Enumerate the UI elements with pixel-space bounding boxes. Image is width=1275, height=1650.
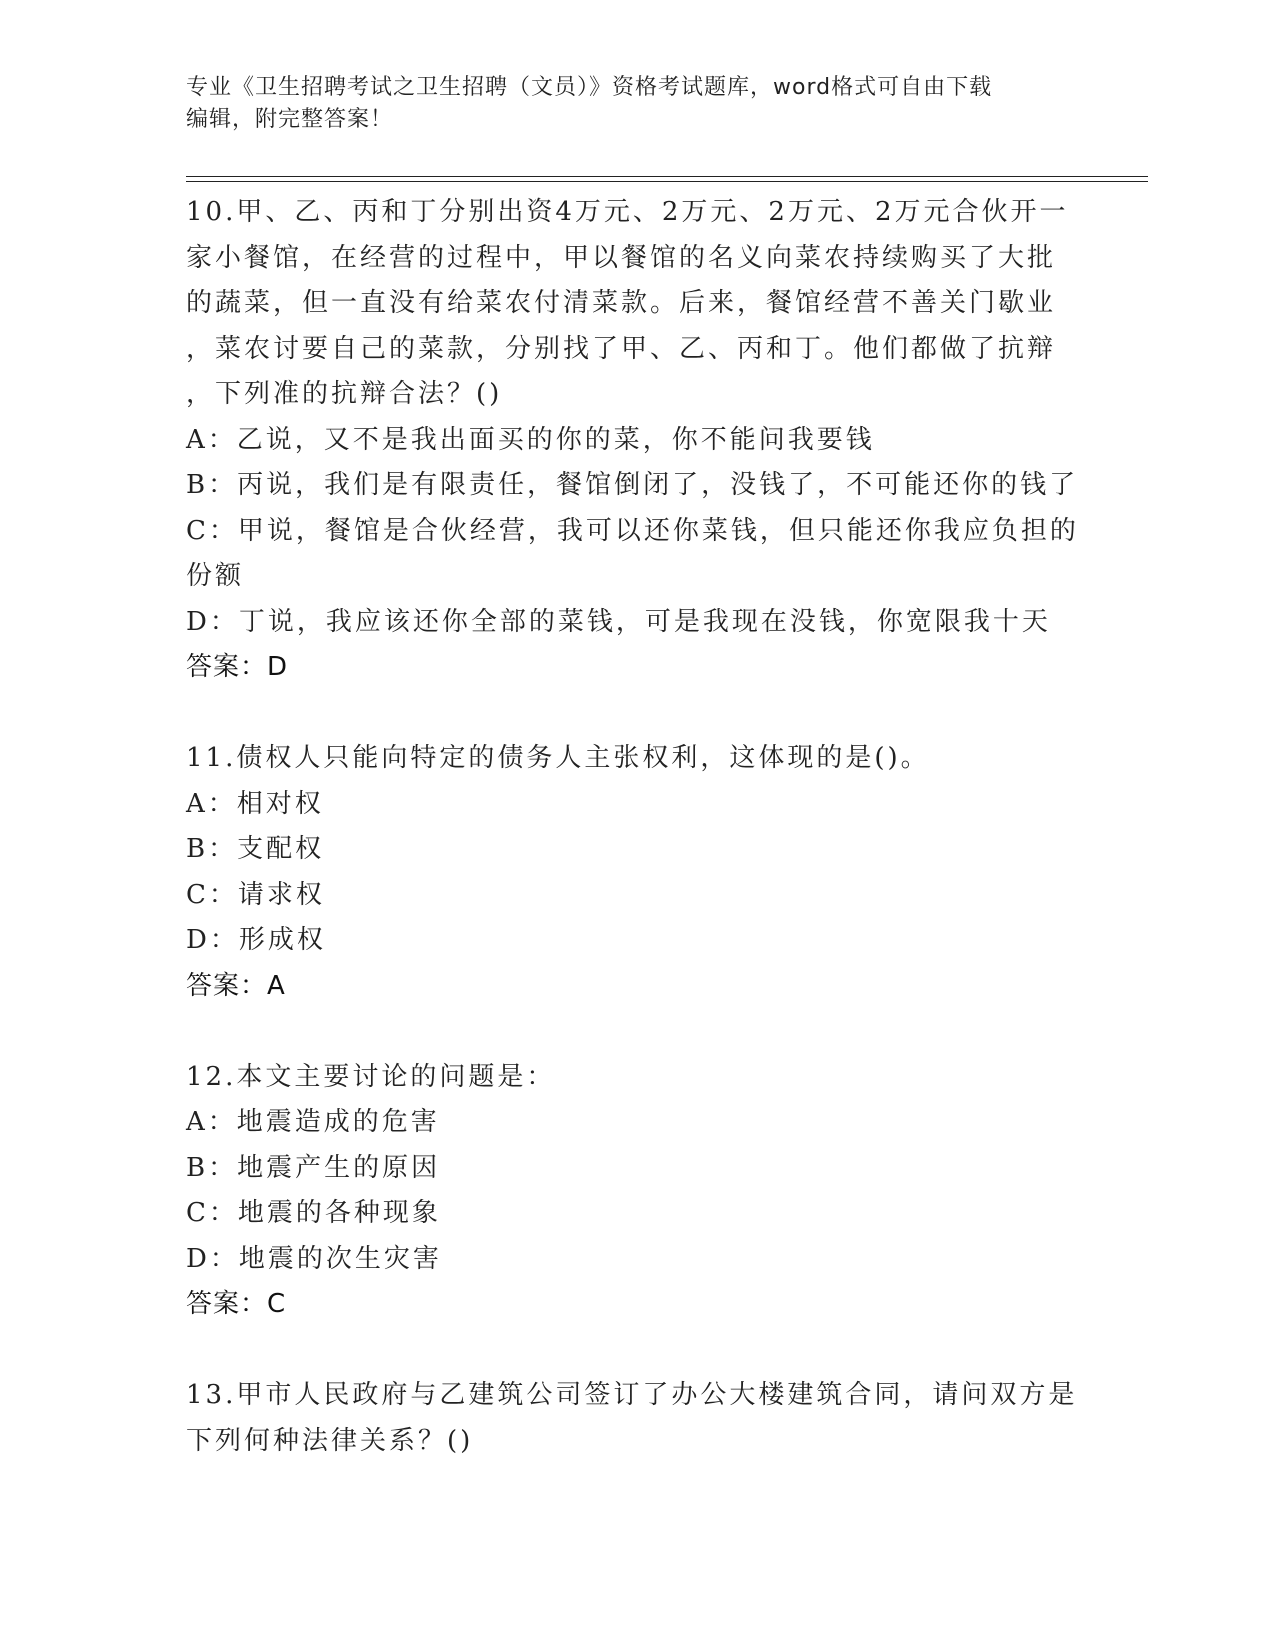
question-stem-line: 家小餐馆，在经营的过程中，甲以餐馆的名义向菜农持续购买了大批 [186, 242, 1057, 273]
option-b: B：丙说，我们是有限责任，餐馆倒闭了，没钱了，不可能还你的钱了 [186, 470, 1079, 500]
question-stem-line: 13.甲市人民政府与乙建筑公司签订了办公大楼建筑合同，请问双方是 [186, 1380, 1078, 1410]
question-stem-line: 12.本文主要讨论的问题是： [186, 1061, 556, 1092]
option-c: C：地震的各种现象 [186, 1198, 441, 1228]
header-line-1: 专业《卫生招聘考试之卫生招聘（文员）》资格考试题库，word格式可自由下载 [186, 75, 993, 100]
option-c: C：甲说，餐馆是合伙经营，我可以还你菜钱，但只能还你我应负担的 [186, 515, 1079, 546]
question-13 [186, 1373, 1076, 1464]
option-d: D：地震的次生灾害 [186, 1243, 442, 1274]
question-10 [186, 190, 1079, 691]
option-a: A：相对权 [186, 788, 324, 819]
option-c-continued: 份额 [186, 561, 245, 591]
question-stem-line: 11.债权人只能向特定的债务人主张权利，这体现的是()。 [186, 743, 930, 773]
question-stem-line: 10.甲、乙、丙和丁分别出资4万元、2万元、2万元、2万元合伙开一 [186, 197, 1069, 227]
question-stem-line: ，下列准的抗辩合法？() [186, 379, 503, 409]
option-d: D：形成权 [186, 925, 326, 955]
question-list [186, 190, 1079, 1510]
option-a: A：乙说，又不是我出面买的你的菜，你不能问我要钱 [186, 424, 875, 455]
question-stem-line: 下列何种法律关系？() [186, 1425, 474, 1456]
header-divider-top [186, 176, 1148, 177]
document-header [186, 72, 1066, 136]
header-divider-bottom [186, 181, 1148, 182]
option-b: B：地震产生的原因 [186, 1152, 441, 1183]
option-b: B：支配权 [186, 834, 325, 864]
question-12 [186, 1055, 1076, 1328]
option-c: C：请求权 [186, 879, 325, 910]
answer-label: 答案：D [186, 652, 289, 682]
question-stem-line: ，菜农讨要自己的菜款，分别找了甲、乙、丙和丁。他们都做了抗辩 [186, 333, 1057, 364]
answer-label: 答案：A [186, 970, 286, 1001]
question-stem-line: 的蔬菜，但一直没有给菜农付清菜款。后来，餐馆经营不善关门歇业 [186, 288, 1057, 318]
answer-label: 答案：C [186, 1289, 287, 1319]
question-11 [186, 736, 1076, 1009]
header-line-2: 编辑，附完整答案！ [186, 107, 394, 132]
option-d: D：丁说，我应该还你全部的菜钱，可是我现在没钱，你宽限我十天 [186, 606, 1051, 637]
option-a: A：地震造成的危害 [186, 1107, 440, 1137]
